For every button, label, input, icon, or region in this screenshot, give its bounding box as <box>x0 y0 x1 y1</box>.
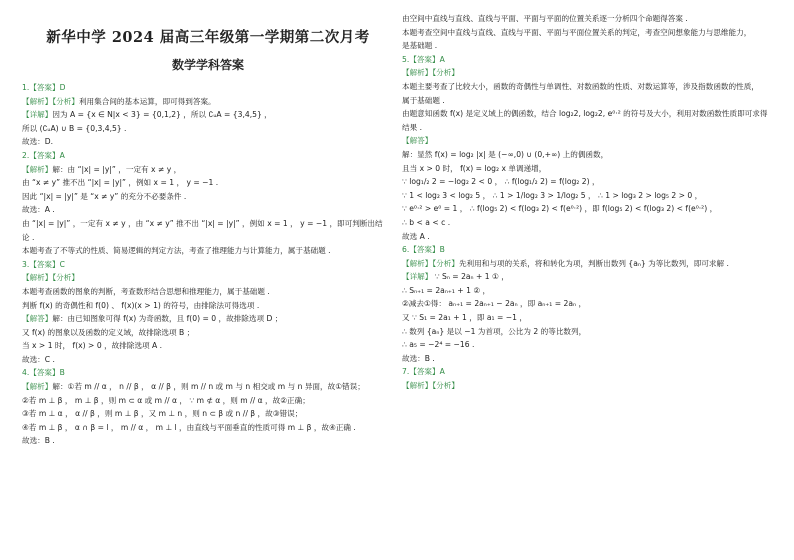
section-tag: 【解析】 <box>22 382 53 392</box>
text-line: 6.【答案】B <box>402 245 445 255</box>
text-line: 本题主要考查了比较大小，函数的奇偶性与单调性、对数函数的性质、对数运算等，涉及指数函数的性质， <box>402 81 759 91</box>
right-column <box>402 0 774 393</box>
section-tag: 【详解】 <box>402 272 433 282</box>
text-line: ∴ Sₙ₊₁ = 2aₙ₊₁ + 1 ② ， <box>402 285 491 295</box>
text-line: 【解答】解：由已知图象可得 f(x) 为奇函数，且 f(0) = 0 ，故排除选项 D ； <box>22 314 283 324</box>
text-line: 且当 x > 0 时， f(x) = log₂ x 单调递增， <box>402 163 547 173</box>
text-line: 故选：D. <box>22 137 54 147</box>
section-tag: 【解析】【分析】 <box>402 258 459 268</box>
text-line: ②若 m ⊥ β ， m ⊥ β ，则 m ⊂ α 或 m // α ， ∵ m ⊄ α ，则 m // α ，故②正确； <box>22 395 310 405</box>
text-line: ∴ a₅ = −2⁴ = −16 . <box>402 340 475 350</box>
section-tag: 【解析】【分析】 <box>22 96 79 106</box>
text-line: ∵ 1 < log₂ 3 < log₂ 5 ， ∴ 1 > 1/log₂ 3 > 1/log₂ 5 ， ∴ 1 > log₃ 2 > log₅ 2 > 0 ， <box>402 190 703 200</box>
text-line: ∵ e⁰·² > e⁰ = 1 ， ∴ f(log₅ 2) < f(log₃ 2) < f(e⁰·²) ，即 f(log₅ 2) < f(log₃ 2) < f(e⁰·²) ， <box>402 204 718 214</box>
text-line: 由空间中直线与直线、直线与平面、平面与平面的位置关系逐一分析四个命题得答案 . <box>402 14 688 23</box>
text-line: 本题考查函数的图象的判断，考查数形结合思想和推理能力，属于基础题 . <box>22 286 270 296</box>
section-tag: 【解析】【分析】 <box>22 273 79 283</box>
text-line: 【解析】解：由 “|x| = |y|” ，一定有 x ≠ y ， <box>22 164 182 174</box>
text-line: ∵ log₁/₂ 2 = −log₂ 2 < 0 ， ∴ f(log₁/₂ 2) = f(log₂ 2) ， <box>402 177 600 187</box>
exam-subtitle: 数学学科答案 <box>171 58 244 72</box>
text-line: 本题考查空间中直线与直线、直线与平面、平面与平面位置关系的判定，考查空间想象能力与思维能力， <box>402 27 752 37</box>
left-text-block <box>22 81 394 448</box>
text-line: 5.【答案】A <box>402 54 445 64</box>
text-line: 【详解】因为 A = {x ∈ N|x < 3} = {0,1,2} ，所以 ∁ᵤA = {3,4,5} ， <box>22 110 272 120</box>
text-line <box>402 134 774 148</box>
section-tag: 【解答】 <box>402 136 433 146</box>
text-line <box>402 379 774 393</box>
text-line: ②减去①得： aₙ₊₁ = 2aₙ₊₁ − 2aₙ ，即 aₙ₊₁ = 2aₙ ， <box>402 299 587 309</box>
text-line: 所以 (∁ᵤA) ∪ B = {0,3,4,5} . <box>22 123 127 133</box>
text-line: 【解析】【分析】先利用和与项的关系，将和转化为项，判断出数列 {aₙ} 为等比数列，即可求解 . <box>402 258 729 268</box>
text-line: ③若 m ⊥ α ， α // β ，则 m ⊥ β ，又 m ⊥ n ，则 n ⊂ β 或 n // β ，故③错误； <box>22 409 303 419</box>
text-line: 7.【答案】A <box>402 367 445 377</box>
text-line: 论 . <box>22 232 35 242</box>
text-line: 由题意知函数 f(x) 是定义域上的偶函数，结合 log₂2, log₂2, e⁰·² 的符号及大小，利用对数函数性质即可求得 <box>402 109 768 119</box>
text-line: 4.【答案】B <box>22 368 65 378</box>
text-line: ④若 m ⊥ β ， α ∩ β = l ， m // α ， m ⊥ l ，由直线与平面垂直的性质可得 m ⊥ β ，故④正确 . <box>22 422 356 432</box>
text-line: 【详解】 ∵ Sₙ = 2aₙ + 1 ① ， <box>402 272 509 282</box>
text-line: 故选：B . <box>22 436 55 446</box>
text-line: 又 f(x) 的图象以及函数的定义域，故排除选项 B ； <box>22 327 195 337</box>
section-tag: 【解答】 <box>22 314 53 324</box>
text-line: 解：显然 f(x) = log₂ |x| 是 (−∞,0) ∪ (0,+∞) 上的偶函数， <box>402 149 609 159</box>
text-line: 【解析】解：①若 m // α ， n // β ， α // β ，则 m // n 或 m 与 n 相交或 m 与 n 异面，故①错误； <box>22 382 365 392</box>
section-tag: 【解析】 <box>22 164 53 174</box>
text-line: 2.【答案】A <box>22 150 65 160</box>
left-column <box>22 0 394 448</box>
exam-title: 新华中学 2024 届高三年级第一学期第二次月考 <box>46 29 370 46</box>
right-text-block <box>402 12 774 393</box>
text-line: 又 ∵ S₁ = 2a₁ + 1 ，即 a₁ = −1 ， <box>402 313 527 323</box>
section-tag: 【解析】【分析】 <box>402 68 459 78</box>
text-line: 3.【答案】C <box>22 259 65 269</box>
section-tag: 【详解】 <box>22 110 53 120</box>
text-line: 【解析】【分析】利用集合间的基本运算，即可得到答案。 <box>22 96 216 106</box>
text-line: 故选：A . <box>22 205 55 215</box>
text-line: 由 “x ≠ y” 推不出 “|x| = |y|” ，例如 x = 1 ， y = −1 . <box>22 178 219 188</box>
text-line: 是基础题 . <box>402 41 438 51</box>
text-line: ∴ 数列 {aₙ} 是以 −1 为首项，公比为 2 的等比数列， <box>402 326 587 336</box>
text-line: 属于基础题 . <box>402 95 445 105</box>
text-line: 结果 . <box>402 122 423 132</box>
section-tag: 【解析】【分析】 <box>402 381 459 391</box>
text-line: 本题考查了不等式的性质、简易逻辑的判定方法，考查了推理能力与计算能力，属于基础题 . <box>22 246 331 256</box>
text-line: 因此 “|x| = |y|” 是 “x ≠ y” 的充分不必要条件 . <box>22 191 187 201</box>
text-line: 故选 A . <box>402 231 430 241</box>
text-line: 由 “|x| = |y|” ，一定有 x ≠ y ，由 “x ≠ y” 推不出 “|x| = |y|” ，例如 x = 1 ， y = −1 ，即可判断出结 <box>22 218 383 228</box>
text-line: 故选：B . <box>402 353 435 363</box>
text-line: 判断 f(x) 的奇偶性和 f(0) 、 f(x)(x > 1) 的符号，由排除法可得选项 . <box>22 300 260 310</box>
text-line: 故选：C . <box>22 354 55 364</box>
text-line: 1.【答案】D <box>22 83 66 92</box>
text-line <box>22 271 394 285</box>
text-line: 当 x > 1 时， f(x) > 0 ，故排除选项 A . <box>22 341 163 351</box>
text-line <box>402 66 774 80</box>
text-line: ∴ b < a < c . <box>402 217 451 227</box>
